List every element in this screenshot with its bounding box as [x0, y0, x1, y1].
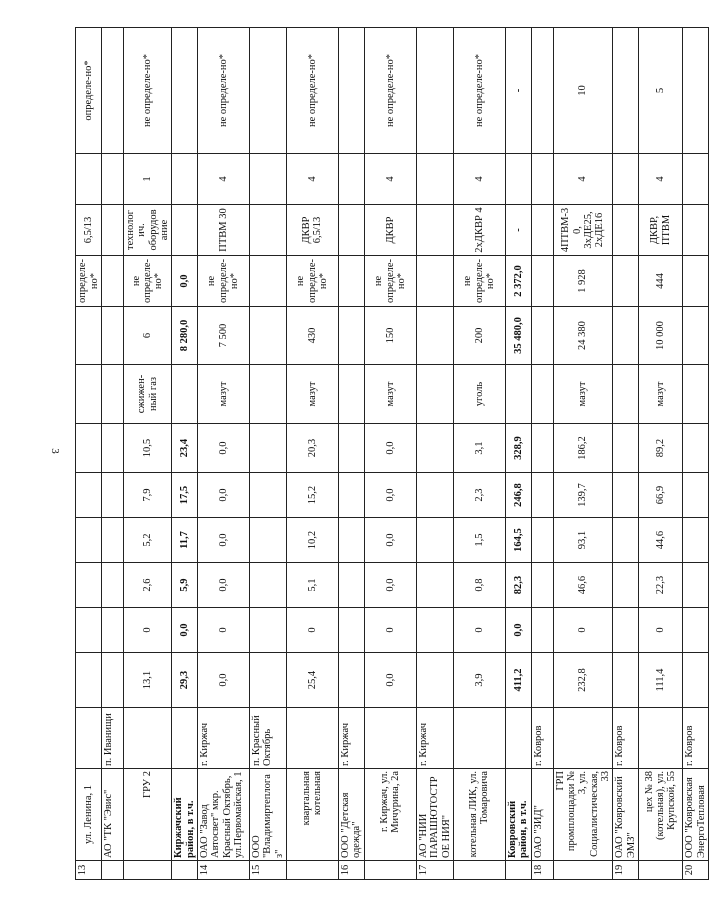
row-name: ООО "Ковровская ЭнергоТепловая — [683, 769, 709, 861]
count — [172, 154, 198, 205]
value-2: 0 — [197, 608, 249, 653]
count: 4 — [639, 154, 683, 205]
value-4 — [531, 518, 553, 563]
row-name: Киржачский район, в т.ч. — [172, 769, 198, 861]
count — [338, 154, 364, 205]
row-name: котельная ЛИК, ул. Томаровича — [453, 769, 505, 861]
row-name: АО "ТК "Эвис" — [102, 769, 124, 861]
value-2: 0 — [453, 608, 505, 653]
years — [683, 28, 709, 154]
page-number: 3 — [49, 448, 61, 454]
value-5: 15,2 — [286, 473, 338, 518]
row-location — [505, 708, 531, 769]
table-row — [364, 28, 416, 880]
demand: 2 372,0 — [505, 256, 531, 307]
demand — [613, 256, 639, 307]
table-row — [639, 28, 683, 880]
table-row — [172, 28, 198, 880]
capacity — [338, 307, 364, 365]
value-4 — [102, 518, 124, 563]
fuel-type — [505, 365, 531, 424]
value-6 — [338, 424, 364, 473]
years — [338, 28, 364, 154]
demand — [531, 256, 553, 307]
value-4: 10,2 — [286, 518, 338, 563]
value-6 — [416, 424, 453, 473]
value-3: 0,0 — [364, 563, 416, 608]
count: 4 — [286, 154, 338, 205]
row-number — [639, 861, 683, 880]
capacity: 430 — [286, 307, 338, 365]
capacity — [683, 307, 709, 365]
row-name: Ковровский район, в т.ч. — [505, 769, 531, 861]
fuel-type: мазут — [286, 365, 338, 424]
fuel-type — [531, 365, 553, 424]
value-2: 0 — [639, 608, 683, 653]
count: 4 — [197, 154, 249, 205]
table-row — [505, 28, 531, 880]
value-4 — [249, 518, 286, 563]
value-1: 29,3 — [172, 653, 198, 708]
years: не определе-но* — [453, 28, 505, 154]
value-5 — [416, 473, 453, 518]
value-6: 10,5 — [124, 424, 172, 473]
value-4: 0,0 — [364, 518, 416, 563]
table-row — [416, 28, 453, 880]
row-name: г. Киржач, ул. Мичурина, 2а — [364, 769, 416, 861]
value-3 — [76, 563, 102, 608]
value-1 — [613, 653, 639, 708]
row-name: ООО "Владимиртеплогаз" — [249, 769, 286, 861]
value-2 — [102, 608, 124, 653]
fuel-type: мазут — [639, 365, 683, 424]
capacity: 200 — [453, 307, 505, 365]
value-3 — [613, 563, 639, 608]
value-4 — [338, 518, 364, 563]
demand: определе-но* — [76, 256, 102, 307]
row-number — [102, 861, 124, 880]
demand: не определе-но* — [124, 256, 172, 307]
value-1: 111,4 — [639, 653, 683, 708]
fuel-type — [613, 365, 639, 424]
table-row — [453, 28, 505, 880]
row-location: г. Ковров — [531, 708, 553, 769]
row-location — [124, 708, 172, 769]
value-6 — [613, 424, 639, 473]
value-1 — [249, 653, 286, 708]
row-number — [124, 861, 172, 880]
fuel-type — [338, 365, 364, 424]
count — [613, 154, 639, 205]
capacity — [76, 307, 102, 365]
value-4: 11,7 — [172, 518, 198, 563]
demand: 1 928 — [553, 256, 613, 307]
demand — [249, 256, 286, 307]
value-6: 89,2 — [639, 424, 683, 473]
row-location: г. Киржач — [338, 708, 364, 769]
years — [172, 28, 198, 154]
demand: не определе-но* — [364, 256, 416, 307]
row-number — [172, 861, 198, 880]
capacity: 24 380 — [553, 307, 613, 365]
table-row — [102, 28, 124, 880]
table-row — [683, 28, 709, 880]
row-number — [364, 861, 416, 880]
years — [613, 28, 639, 154]
equipment — [338, 205, 364, 256]
years: - — [505, 28, 531, 154]
value-1: 232,8 — [553, 653, 613, 708]
value-3 — [683, 563, 709, 608]
value-5: 0,0 — [364, 473, 416, 518]
value-4: 44,6 — [639, 518, 683, 563]
row-number: 17 — [416, 861, 453, 880]
value-1 — [683, 653, 709, 708]
value-3 — [249, 563, 286, 608]
equipment: 4ПТВМ-30, 3хДЕ25, 2хДЕ16 — [553, 205, 613, 256]
row-number: 16 — [338, 861, 364, 880]
fuel-type: сжижен-ный газ — [124, 365, 172, 424]
value-1 — [102, 653, 124, 708]
years: 5 — [639, 28, 683, 154]
value-6 — [102, 424, 124, 473]
value-3: 46,6 — [553, 563, 613, 608]
value-2: 0 — [124, 608, 172, 653]
value-3 — [338, 563, 364, 608]
row-name: ГРП промплощадки № 3, ул. Социалистическая, 33 — [553, 769, 613, 861]
fuel-type: мазут — [197, 365, 249, 424]
count — [76, 154, 102, 205]
equipment — [102, 205, 124, 256]
table-row — [613, 28, 639, 880]
value-1: 411,2 — [505, 653, 531, 708]
fuel-type: уголь — [453, 365, 505, 424]
value-6 — [76, 424, 102, 473]
row-number — [453, 861, 505, 880]
row-location — [76, 708, 102, 769]
count — [102, 154, 124, 205]
value-1 — [76, 653, 102, 708]
value-4 — [416, 518, 453, 563]
value-5 — [76, 473, 102, 518]
demand — [102, 256, 124, 307]
table-row — [76, 28, 102, 880]
row-number: 14 — [197, 861, 249, 880]
value-5: 66,9 — [639, 473, 683, 518]
row-name: ГРУ 2 — [124, 769, 172, 861]
count: 4 — [364, 154, 416, 205]
boiler-data-table — [75, 27, 709, 880]
years: не определе-но* — [197, 28, 249, 154]
value-5: 7,9 — [124, 473, 172, 518]
row-name: цех № 38 (котельная), ул. Крупской, 55 — [639, 769, 683, 861]
equipment — [531, 205, 553, 256]
value-2: 0 — [364, 608, 416, 653]
row-number: 13 — [76, 861, 102, 880]
value-3: 22,3 — [639, 563, 683, 608]
value-5 — [613, 473, 639, 518]
value-3: 82,3 — [505, 563, 531, 608]
count — [531, 154, 553, 205]
capacity: 150 — [364, 307, 416, 365]
count: 1 — [124, 154, 172, 205]
rotated-table-container — [75, 28, 707, 880]
value-2 — [416, 608, 453, 653]
value-6: 20,3 — [286, 424, 338, 473]
table-row — [553, 28, 613, 880]
value-6: 23,4 — [172, 424, 198, 473]
count — [505, 154, 531, 205]
value-6: 186,2 — [553, 424, 613, 473]
value-3 — [416, 563, 453, 608]
years — [531, 28, 553, 154]
value-2 — [531, 608, 553, 653]
value-3: 0,8 — [453, 563, 505, 608]
value-5: 2,3 — [453, 473, 505, 518]
value-3: 5,9 — [172, 563, 198, 608]
capacity — [613, 307, 639, 365]
value-2 — [76, 608, 102, 653]
value-2 — [683, 608, 709, 653]
value-3: 0,0 — [197, 563, 249, 608]
fuel-type: мазут — [364, 365, 416, 424]
value-4: 5,2 — [124, 518, 172, 563]
value-6: 0,0 — [197, 424, 249, 473]
row-location — [453, 708, 505, 769]
value-2: 0,0 — [172, 608, 198, 653]
demand: 444 — [639, 256, 683, 307]
years — [249, 28, 286, 154]
table-row — [338, 28, 364, 880]
count — [683, 154, 709, 205]
value-4 — [76, 518, 102, 563]
value-5: 246,8 — [505, 473, 531, 518]
value-5 — [102, 473, 124, 518]
value-2 — [338, 608, 364, 653]
table-row — [249, 28, 286, 880]
value-1: 13,1 — [124, 653, 172, 708]
value-1 — [338, 653, 364, 708]
value-5: 0,0 — [197, 473, 249, 518]
fuel-type — [102, 365, 124, 424]
value-5 — [249, 473, 286, 518]
row-number — [553, 861, 613, 880]
row-location: г. Киржач — [197, 708, 249, 769]
value-5: 17,5 — [172, 473, 198, 518]
equipment: 6,5/13 — [76, 205, 102, 256]
value-5 — [531, 473, 553, 518]
capacity: 7 500 — [197, 307, 249, 365]
value-2: 0 — [553, 608, 613, 653]
value-5: 139,7 — [553, 473, 613, 518]
value-6 — [531, 424, 553, 473]
value-4 — [613, 518, 639, 563]
equipment: ДКВР — [364, 205, 416, 256]
equipment: ПТВМ 30 — [197, 205, 249, 256]
row-location: г. Киржач — [416, 708, 453, 769]
equipment: технолог ич. оборудов ание — [124, 205, 172, 256]
equipment — [683, 205, 709, 256]
value-3 — [531, 563, 553, 608]
value-1: 25,4 — [286, 653, 338, 708]
capacity: 8 280,0 — [172, 307, 198, 365]
value-6: 0,0 — [364, 424, 416, 473]
count: 4 — [553, 154, 613, 205]
row-location: г. Ковров — [683, 708, 709, 769]
value-6 — [683, 424, 709, 473]
capacity — [531, 307, 553, 365]
value-5 — [338, 473, 364, 518]
count — [416, 154, 453, 205]
years: 10 — [553, 28, 613, 154]
table-row — [197, 28, 249, 880]
demand — [416, 256, 453, 307]
value-2 — [249, 608, 286, 653]
equipment: 2хДКВР 4 — [453, 205, 505, 256]
fuel-type: мазут — [553, 365, 613, 424]
row-name: АО "НИИ ПАРАШЮТОСТРОЕ НИЯ" — [416, 769, 453, 861]
value-4 — [683, 518, 709, 563]
capacity — [416, 307, 453, 365]
count: 4 — [453, 154, 505, 205]
years — [416, 28, 453, 154]
value-2: 0,0 — [505, 608, 531, 653]
equipment — [416, 205, 453, 256]
equipment — [249, 205, 286, 256]
value-4: 93,1 — [553, 518, 613, 563]
value-3: 5,1 — [286, 563, 338, 608]
row-name: квартальная котельная — [286, 769, 338, 861]
value-1: 0,0 — [364, 653, 416, 708]
years — [102, 28, 124, 154]
value-4: 164,5 — [505, 518, 531, 563]
years: не определе-но* — [364, 28, 416, 154]
fuel-type — [416, 365, 453, 424]
value-6 — [249, 424, 286, 473]
row-name: ОАО "ЗИД" — [531, 769, 553, 861]
value-1: 0,0 — [197, 653, 249, 708]
row-location — [639, 708, 683, 769]
fuel-type — [249, 365, 286, 424]
years: не определе-но* — [124, 28, 172, 154]
value-3: 2,6 — [124, 563, 172, 608]
equipment: - — [505, 205, 531, 256]
years: не определе-но* — [286, 28, 338, 154]
row-location: г. Ковров — [613, 708, 639, 769]
demand — [683, 256, 709, 307]
value-2: 0 — [286, 608, 338, 653]
demand — [338, 256, 364, 307]
value-5 — [683, 473, 709, 518]
demand: не определе-но* — [197, 256, 249, 307]
capacity — [102, 307, 124, 365]
row-number: 20 — [683, 861, 709, 880]
equipment: ДКВР 6,5/13 — [286, 205, 338, 256]
equipment: ДКВР, ПТВМ — [639, 205, 683, 256]
value-4: 0,0 — [197, 518, 249, 563]
value-3 — [102, 563, 124, 608]
demand: не определе-но* — [286, 256, 338, 307]
table-row — [124, 28, 172, 880]
value-1 — [531, 653, 553, 708]
fuel-type — [76, 365, 102, 424]
capacity — [249, 307, 286, 365]
value-2 — [613, 608, 639, 653]
row-name: ул. Ленина, 1 — [76, 769, 102, 861]
row-number: 19 — [613, 861, 639, 880]
row-number: 18 — [531, 861, 553, 880]
demand: 0,0 — [172, 256, 198, 307]
value-6: 328,9 — [505, 424, 531, 473]
years: определе-но* — [76, 28, 102, 154]
value-1: 3,9 — [453, 653, 505, 708]
row-location — [286, 708, 338, 769]
fuel-type — [683, 365, 709, 424]
capacity: 35 480,0 — [505, 307, 531, 365]
row-number: 15 — [249, 861, 286, 880]
demand: не определе-но* — [453, 256, 505, 307]
row-location — [172, 708, 198, 769]
row-name: ОАО "Ковровский ЭМЗ" — [613, 769, 639, 861]
row-number — [286, 861, 338, 880]
value-4: 1,5 — [453, 518, 505, 563]
row-location — [364, 708, 416, 769]
fuel-type — [172, 365, 198, 424]
count — [249, 154, 286, 205]
value-6: 3,1 — [453, 424, 505, 473]
table-row — [531, 28, 553, 880]
value-1 — [416, 653, 453, 708]
row-location: п. Иванищи — [102, 708, 124, 769]
capacity: 10 000 — [639, 307, 683, 365]
capacity: 6 — [124, 307, 172, 365]
table-row — [286, 28, 338, 880]
row-location — [553, 708, 613, 769]
row-name: ОАО "Завод Автосвет" мкр. Красный Октябрь, ул.Первомайская, 1 — [197, 769, 249, 861]
row-location: п. Красный Октябрь — [249, 708, 286, 769]
row-number — [505, 861, 531, 880]
row-name: ООО "Детская одежда" — [338, 769, 364, 861]
equipment — [172, 205, 198, 256]
equipment — [613, 205, 639, 256]
